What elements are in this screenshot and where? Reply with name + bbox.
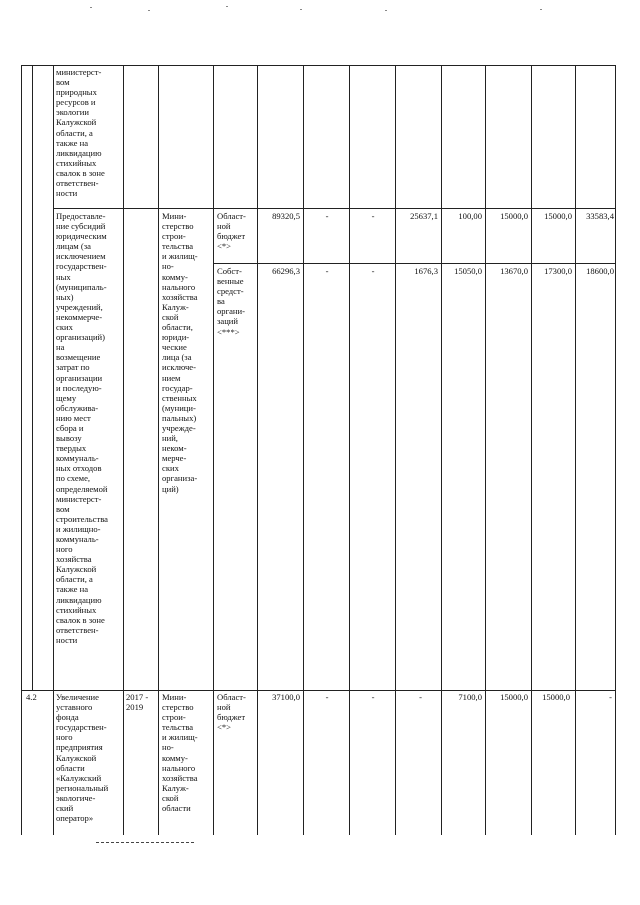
table-rule xyxy=(485,65,486,835)
scan-speck xyxy=(148,10,150,11)
year-2014-value: - xyxy=(325,692,329,702)
executor-4-2: Мини- стерство строи- тельства и жилищ- но- комму- нального хозяйства Калуж- ской области xyxy=(162,692,198,814)
table-rule xyxy=(32,65,33,690)
table-rule xyxy=(123,65,124,835)
funding-source: Област- ной бюджет <*> xyxy=(217,692,246,733)
year-2018-value: 15000,0 xyxy=(500,692,528,702)
year-2016-value: 1676,3 xyxy=(414,266,438,276)
funding-source: Област- ной бюджет <*> xyxy=(217,211,246,252)
total-value: 66296,3 xyxy=(272,266,300,276)
footnote-separator xyxy=(96,842,194,844)
year-2017-value: 100,00 xyxy=(458,211,482,221)
year-2018-value: 13670,0 xyxy=(500,266,528,276)
row-divider xyxy=(213,263,616,264)
table-rule xyxy=(531,65,532,835)
table-rule xyxy=(349,65,350,835)
executor-subsidy: Мини- стерство строи- тельства и жилищ- но- комму- нального хозяйства Калуж- ской области, юриди- ческие лица (за исключе- нием государ- ственных (муници- пальных) учрежде- ний, неком- мерче- ских организа- ций) xyxy=(162,211,198,494)
row-divider xyxy=(21,690,616,691)
table-rule xyxy=(158,65,159,835)
year-2015-value: - xyxy=(371,211,375,221)
table-rule xyxy=(395,65,396,835)
year-2017-value: 7100,0 xyxy=(458,692,482,702)
scan-speck xyxy=(385,10,387,11)
implementation-period: 2017 - 2019 xyxy=(126,692,149,713)
table-border-right xyxy=(615,65,616,835)
measure-name-4-2: Увеличение уставного фонда государствен- ного предприятия Калужской области «Калужский региональный экологиче- ский оператор» xyxy=(56,692,109,824)
scan-speck xyxy=(90,7,92,8)
year-2016-value: - xyxy=(419,692,422,702)
table-rule xyxy=(53,65,54,835)
scan-speck xyxy=(540,9,542,10)
year-2016-value: 25637,1 xyxy=(410,211,438,221)
scan-speck xyxy=(226,6,228,7)
table-rule xyxy=(441,65,442,835)
measure-name-subsidy: Предоставле- ние субсидий юридическим лицам (за исключением государствен- ных (муниципаль- ных) учреждений, некоммерче- ских организаций) на возмещение затрат по организации и последую- щему обслужива- нию мест сбора и вывозу твердых коммуналь- ных отходов по схеме, определяемой министерст- вом строительства и жилищно- коммуналь- ного хозяйства Калужской области, а также на ликвидацию стихийных свалок в зоне ответствен- ности xyxy=(56,211,108,645)
row-divider xyxy=(53,208,616,209)
year-2015-value: - xyxy=(371,692,375,702)
year-2014-value: - xyxy=(325,266,329,276)
year-2020-value: 33583,4 xyxy=(586,211,614,221)
year-2020-value: - xyxy=(609,692,612,702)
year-2019-value: 15000,0 xyxy=(544,211,572,221)
measure-name-continued: министерст- вом природных ресурсов и экологии Калужской области, а также на ликвидацию стихийных свалок в зоне ответствен- ности xyxy=(56,67,105,199)
table-border-top xyxy=(21,65,616,66)
year-2014-value: - xyxy=(325,211,329,221)
year-2019-value: 15000,0 xyxy=(542,692,570,702)
table-rule xyxy=(575,65,576,835)
row-number: 4.2 xyxy=(26,692,37,702)
table-rule xyxy=(257,65,258,835)
year-2020-value: 18600,0 xyxy=(586,266,614,276)
year-2015-value: - xyxy=(371,266,375,276)
total-value: 89320,5 xyxy=(272,211,300,221)
year-2019-value: 17300,0 xyxy=(544,266,572,276)
total-value: 37100,0 xyxy=(272,692,300,702)
year-2018-value: 15000,0 xyxy=(500,211,528,221)
funding-source: Собст- венные средст- ва органи- заций <***> xyxy=(217,266,245,337)
scan-speck xyxy=(300,9,302,10)
table-border-left xyxy=(21,65,22,835)
table-rule xyxy=(303,65,304,835)
year-2017-value: 15050,0 xyxy=(454,266,482,276)
